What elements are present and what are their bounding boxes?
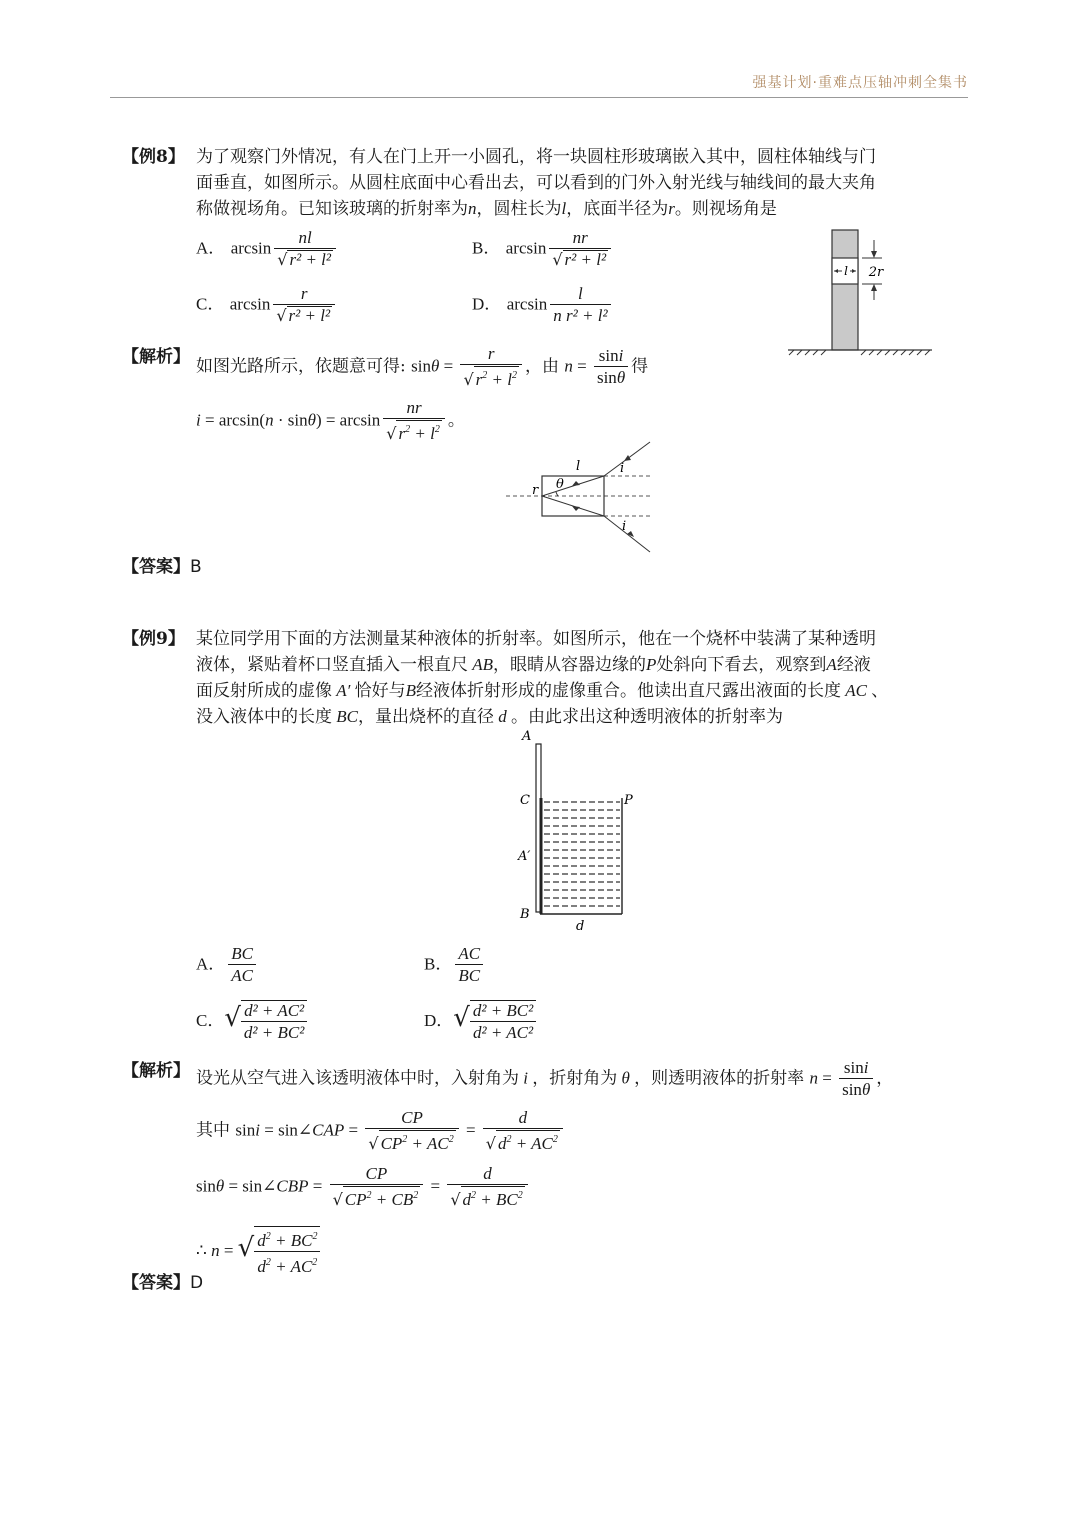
ex9-option-c[interactable]: C．√ $\frac{\text{d² + AC²}}{\text{d² + BC²}}$	[196, 1000, 310, 1043]
ex9-stem-line1: 某位同学用下面的方法测量某种液体的折射率。如图所示，他在一个烧杯中装满了某种透明	[196, 629, 876, 649]
ex8-answer: 【答案】B	[122, 557, 202, 577]
ex8-figure-lightpath	[500, 438, 670, 556]
fig9-label-b: B	[520, 907, 530, 922]
fig9-label-a-prime: A′	[518, 849, 531, 864]
ex9-stem-line3: 面反射所成的虚像 A′ 恰好与B经液体折射形成的虚像重合。他读出直尺露出液面的长度 AC 、	[196, 681, 889, 701]
ex8-tag: 【例8】	[122, 147, 185, 167]
fig9-label-a: A	[522, 729, 532, 744]
ex9-solution-line2: 其中 sini = sin∠CAP = $\frac{CP}{√ CP^2 + AC^2}$ = $\frac{d}{√ d^2 + AC^2}$	[196, 1108, 566, 1154]
ex8-option-a[interactable]: A． arcsin $\frac{nl}{\text{√ r² + l²}}$	[196, 228, 339, 270]
fig2-label-l: l	[576, 459, 581, 474]
fig9-label-d: d	[576, 919, 585, 934]
header-rule	[110, 97, 968, 98]
ex8-option-c[interactable]: C． arcsin $\frac{r}{\text{√ r² + l²}}$	[196, 284, 338, 326]
ex9-figure-beaker	[510, 726, 650, 934]
ex8-figure-door	[786, 226, 936, 356]
ex9-solution-line3: sinθ = sin∠CBP = $\frac{CP}{√ CP^2 + CB^2}$ = $\frac{d}{√ d^2 + BC^2}$	[196, 1164, 531, 1210]
ex8-stem-line3: 称做视场角。已知该玻璃的折射率为n，圆柱长为l，底面半径为r。则视场角是	[196, 199, 777, 219]
ex9-stem-line4: 没入液体中的长度 BC，量出烧杯的直径 d 。由此求出这种透明液体的折射率为	[196, 707, 783, 727]
ex9-solution-tag: 【解析】	[122, 1061, 190, 1081]
fig2-label-i-top: i	[620, 461, 625, 476]
ex9-tag: 【例9】	[122, 629, 185, 649]
ex8-solution-tag: 【解析】	[122, 347, 190, 367]
ex9-option-d[interactable]: D．√ $\frac{\text{d² + BC²}}{\text{d² + AC²}}$	[424, 1000, 539, 1043]
ex9-stem-line2: 液体，紧贴着杯口竖直插入一根直尺 AB，眼睛从容器边缘的P处斜向下看去，观察到A经液	[196, 655, 871, 675]
ex9-answer: 【答案】D	[122, 1273, 204, 1293]
fig2-label-i-bottom: i	[622, 519, 627, 534]
ex9-option-b[interactable]: B． $\frac{AC}{BC}$	[424, 944, 486, 986]
ex8-stem-line1: 为了观察门外情况，有人在门上开一小圆孔，将一块圆柱形玻璃嵌入其中，圆柱体轴线与门	[196, 147, 876, 167]
fig2-label-theta: θ	[556, 477, 564, 492]
fig9-label-p: P	[624, 793, 633, 808]
ex8-stem-line2: 面垂直，如图所示。从圆柱底面中心看出去，可以看到的门外入射光线与轴线间的最大夹角	[196, 173, 876, 193]
figure1-l-label: l	[844, 264, 848, 278]
fig2-label-r: r	[532, 483, 539, 498]
fig9-label-c: C	[520, 793, 530, 808]
ex8-option-b[interactable]: B． arcsin $\frac{nr}{\text{√ r² + l²}}$	[472, 228, 614, 270]
ex8-option-d[interactable]: D． arcsin $\frac{l}{\text{n r² + l²}}$	[472, 284, 614, 326]
ex8-solution-line1: 如图光路所示，依题意可得: sinθ = $\frac{r}{√ r^2 + l^2}$ ，由 n = $\frac{\sin i}{\sin\theta}$ 得	[196, 344, 649, 389]
figure1-2r-label: 2r	[868, 265, 884, 280]
ex9-solution-line1: 设光从空气进入该透明液体中时，入射角为 i ，折射角为 θ ，则透明液体的折射率 n = $\frac{\sin i}{\sin\theta}$ ，	[196, 1058, 894, 1099]
ex9-option-a[interactable]: A． $\frac{BC}{AC}$	[196, 944, 259, 986]
ex9-solution-line4: ∴ n = √ $\frac{d^2 + BC^2}{d^2 + AC^2}$	[196, 1226, 323, 1277]
running-header: 强基计划·重难点压轴冲刺全集书	[752, 75, 968, 91]
ex8-solution-line2: i = arcsin(n · sinθ) = arcsin $\frac{nr}{√ r^2 + l^2}$ 。	[196, 398, 465, 443]
